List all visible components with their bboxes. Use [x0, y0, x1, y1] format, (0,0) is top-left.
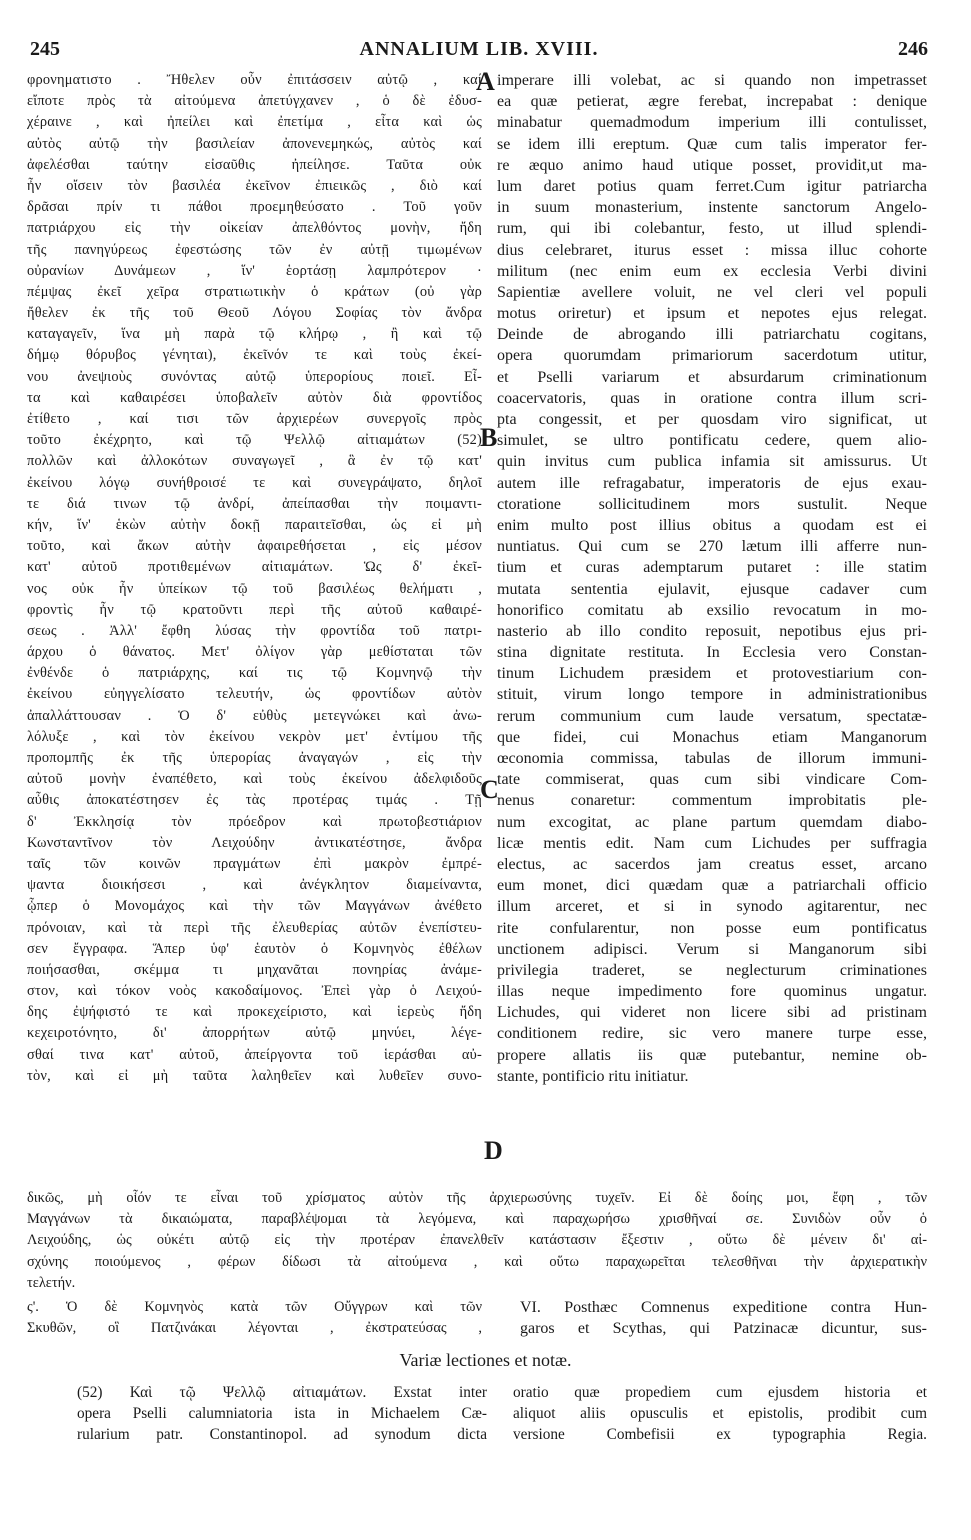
margin-marker-c: C	[480, 775, 499, 804]
section-greek-line: Σκυθῶν, οἳ Πατζινάκαι λέγονται , ἐκστρατεύσας ,	[27, 1320, 482, 1337]
latin-text-line: que fidei, cui Monachus etiam Manganorum	[497, 728, 927, 746]
greek-text-line: Κωνσταντῖνον τὸν Λειχούδην ἀντικατέστησε, ἄνδρα	[27, 834, 482, 851]
latin-text-line: tium et curas ademptarum putaret : ille statim	[497, 559, 927, 577]
latin-text-line: opera quorumdam primariorum sacerdotum utitur,	[497, 347, 927, 365]
footnote-line: oratio quæ propediem cum ejusdem historia et	[513, 1384, 927, 1401]
greek-text-line: ἤθελεν ἐκ τῆς τοῦ Θεοῦ Λόγου Σοφίας τὸν ἄνδρα	[27, 305, 482, 322]
greek-text-line: οὐρανίων Δυνάμεων , ἵν' ἑορτάσῃ λαμπρότερον ·	[27, 262, 482, 279]
greek-text-line: λόλυξε , καὶ τὸν ἐκείνου νεκρὸν μετ' ἐντίμου τῆς	[27, 728, 482, 745]
greek-text-line: χέραινε , καὶ ἠπείλει καὶ ἐπετίμα , εἶτα καὶ ὡς	[27, 114, 482, 131]
greek-text-line: πέμψας ἐκεῖ χεῖρα στρατιωτικὴν ὁ κράτων (οὐ γὰρ	[27, 283, 482, 300]
footnote-line: opera Pselli calumniatoria ista in Michaelem Cæ-	[77, 1405, 487, 1423]
latin-text-line: rite confularentur, non posse eum pontificatus	[497, 919, 927, 937]
latin-text-line: ea quæ petierat, ægre ferebat, increpabat : denique	[497, 93, 927, 111]
greek-text-line: σεως . Ἀλλ' ἔφθη λύσας τὴν φροντίδα τοῦ πατρι-	[27, 622, 482, 639]
latin-text-line: illas neque impedimento fore quominus ungatur.	[497, 983, 927, 1001]
footnotes-left	[77, 1384, 487, 1448]
greek-text-line: καταγαγεῖν, ἵνα μὴ παρὰ τῷ κλήρῳ , ἢ καὶ τῷ	[27, 326, 482, 343]
greek-text-line: πρόνοιαν, καὶ τὰ περὶ τῆς ἐλευθερίας αὐτῶν ἐνεπίστευ-	[27, 919, 482, 936]
greek-text-line: τοῦτο ἐκέχρητο, καὶ τῷ Ψελλῷ αἰτιαμάτων (52)	[27, 432, 482, 449]
footnote-line: (52) Καὶ τῷ Ψελλῷ αἰτιαμάτων. Exstat inter	[77, 1384, 487, 1401]
greek-text-line: σεν ἔγγραφα. Ἅπερ ὑφ' ἑαυτὸν ὁ Κομνηνὸς ἐθέλων	[27, 940, 482, 957]
running-title: ANNALIUM LIB. XVIII.	[359, 38, 599, 60]
latin-text-line: rum, qui ibi colebantur, festo, ut illud splendi-	[497, 220, 927, 238]
greek-text-line: αὐτὸς αὐτῷ τὴν βασιλείαν ἀπονενεμηκώς, αὐτὸς καί	[27, 135, 482, 152]
section-heading-greek	[27, 1297, 482, 1339]
latin-text-line: et Pselli variarum et absurdarum criminationum	[497, 368, 927, 386]
latin-text-line: illum arceret, et si in synodo agitarentur, nec	[497, 898, 927, 916]
latin-text-line: nasterio ab illo condito reposuit, nepotibus ejus pri-	[497, 622, 927, 640]
greek-text-line: δ' Ἐκκλησίᾳ τὸν πρόεδρον καὶ πρωτοβεστιάριον	[27, 813, 482, 830]
latin-text-line: re æquo animo haud utique posset, providit,ut ma-	[497, 156, 927, 174]
footnote-line: versione Combefisii ex typographia Regia.	[513, 1426, 927, 1444]
greek-text-line: ἦν οἴσειν τὸν βασιλέα ἐκεῖνον ἐπιεικῶς , διὸ καί	[27, 177, 482, 194]
latin-text-line: num excogitat, ac plane partum quemdam diabo-	[497, 813, 927, 831]
margin-marker-d: D	[484, 1136, 503, 1165]
footnotes-right	[513, 1384, 927, 1448]
latin-text-line: autem ille refragabatur, imperatoris de ejus exau-	[497, 474, 927, 492]
greek-text-line: ᾧπερ ὁ Μονομάχος καὶ τὴν τῶν Μαγγάνων ἀνέθετο	[27, 898, 482, 915]
latin-text-line: enim multo post illius obitus a quodam est ei	[497, 516, 927, 534]
greek-text-line: κήν, ἵν' ἑκὼν αὐτὴν δοκῇ παραιτεῖσθαι, ὡς εἰ μὴ	[27, 516, 482, 533]
latin-text-line: stante, pontificio ritu initiatur.	[497, 1067, 689, 1085]
full-width-greek-text	[27, 1188, 927, 1294]
greek-text-line: δρᾶσαι πρίν τι πάθοι προεμηθεύσατο . Τοῦ γοῦν	[27, 199, 482, 216]
greek-text-line: δης ἐψήφιστό τε καὶ προκεχείριστο, καὶ ἱερεὺς ἤδη	[27, 1004, 482, 1021]
greek-text-line: ταῖς τῶν κοινῶν πραγμάτων ἐπὶ μακρὸν ἐμπρέ-	[27, 855, 482, 872]
latin-text-line: licæ mentis edit. Nam cum Lichudes per suffragia	[497, 834, 927, 852]
latin-text-line: nenus conaretur: commentum improbitatis ple-	[497, 792, 927, 810]
greek-text-line: σθαί τινα κατ' αὐτοῦ, ἀπείργοντα τοῦ ἱεράσθαι αὐ-	[27, 1046, 482, 1063]
latin-text-line: honorifico comitatu ab exsilio revocatum in mo-	[497, 601, 927, 619]
full-width-text-line: Λειχούδης, ὡς οὐκέτι αὐτῷ εἰς τὴν προτέραν ἐπανελθεῖν κατάστασιν ἔξεστιν , οὕτω δὲ μένειν δι' αἰ-	[27, 1232, 927, 1249]
latin-text-line: Deinde de abrogando illi patriarchatu cogitans,	[497, 326, 927, 344]
latin-text-line: motus oriretur) et ipsum et nepotes ejus relegat.	[497, 305, 927, 323]
full-width-text-line: δικῶς, μὴ οἷόν τε εἶναι τοῦ χρίσματος αὐτὸν τῆς ἀρχιερωσύνης τυχεῖν. Εἰ δὲ δοίης μοι, ἔφη , τῶν	[27, 1190, 927, 1206]
latin-text-line: propere allatis iis quæ putebantur, nemine ob-	[497, 1046, 927, 1064]
full-width-text-line: τελετήν.	[27, 1274, 76, 1291]
greek-text-line: εἴποτε πρὸς τὰ αἰτούμενα ἀπετύγχανεν , ὁ δὲ ἐδυσ-	[27, 93, 482, 110]
latin-text-line: minabatur quemadmodum imperium illi contulisset,	[497, 114, 927, 132]
section-latin-line: garos et Scythas, qui Patzinacæ dicuntur, sus-	[520, 1320, 927, 1338]
greek-text-line: πατριάρχου εἰς τὴν οἰκείαν ἀπελθόντος μονὴν, ἤδη	[27, 220, 482, 237]
latin-text-line: coacervatoris, quas in oratione contra illum scri-	[497, 389, 927, 407]
greek-text-line: δήμῳ θόρυβος γένηται), ἐκεῖνόν τε καὶ τοὺς ἐκεί-	[27, 347, 482, 364]
full-width-text-line: Μαγγάνων τὰ δικαιώματα, παραβλέψομαι τὰ λεγόμενα, καὶ παραχωρήσω χρισθῆναί σε. Συνιδὼν οὖν ὁ	[27, 1211, 927, 1228]
greek-text-line: κατ' αὐτοῦ προτιθεμένων αἰτιαμάτων. Ὡς δ' ἐκεῖ-	[27, 559, 482, 576]
latin-text-line: pta congessit, et per quosdam viro significat, ut	[497, 411, 927, 428]
latin-text-line: tate commiserat, quas cum sibi vindicare Com-	[497, 771, 927, 789]
greek-text-line: αὖθις ἀποκατέστησεν ἐς τὰς προτέρας τιμάς . Τῇ	[27, 792, 482, 809]
variae-lectiones-title: Variæ lectiones et notæ.	[399, 1350, 572, 1370]
footnote-line: aliquot aliis opusculis et epistolis, prodibit cum	[513, 1405, 927, 1423]
latin-text-line: rerum communium cum laude versatum, spectatæ-	[497, 707, 927, 725]
greek-text-line: κεχειροτόνητο, δι' ἀπορρήτων αὐτῷ μηνύει, λέγε-	[27, 1025, 482, 1042]
page-number-right: 246	[898, 38, 928, 60]
latin-text-line: militum (nec enim eum ex ecclesia Verbi divini	[497, 262, 927, 280]
greek-text-line: φροντὶς ἦν τῷ κρατοῦντι περὶ τῆς αὐτοῦ καθαιρέ-	[27, 601, 482, 618]
greek-text-line: ἐνθένδε ὁ πατριάρχης, καί τις τῷ Κομνηνῷ τὴν	[27, 665, 482, 682]
greek-text-line: ἐκείνου λόγῳ συνήθροισέ τε καὶ συνεγράψατο, δηλοῖ	[27, 474, 482, 491]
latin-text-line: ctoratione sollicitudinem mors sustulit. Neque	[497, 495, 927, 513]
latin-text-line: quin invitus cum publica infamia sit amissurus. Ut	[497, 453, 927, 471]
latin-text-line: in suum monasterium, instente sanctorum Angelo-	[497, 199, 927, 217]
greek-text-line: άρχου ὁ θάνατος. Μετ' ὀλίγον γὰρ μεθίσταται τῶν	[27, 644, 482, 661]
latin-text-line: œconomia commissa, tabulas de illorum immuni-	[497, 750, 927, 767]
page-number-left: 245	[30, 38, 60, 60]
latin-text-line: eum monet, dici quædam quæ a patriarchali officio	[497, 877, 927, 895]
footnote-line: rularium patr. Constantinopol. ad synodum dicta	[77, 1426, 487, 1444]
latin-text-line: conditionem redire, sic vero manere turpe esse,	[497, 1025, 927, 1043]
greek-text-line: τε διά τινων τῷ ἀνδρί, ἀπείπασθαι τὴν ποιμαντι-	[27, 495, 482, 512]
greek-text-line: ἀφελέσθαι ταύτην εἰσαῦθις ἠπείλησε. Ταῦτα οὐκ	[27, 156, 482, 173]
greek-text-line: ποιήσασθαι, σκέμμα τι μηχανᾶται πονηρίας ἀνάμε-	[27, 961, 482, 978]
greek-text-line: ψαντα διοικήσεσι , καὶ ἀνέγκλητον διαμείναντα,	[27, 877, 482, 894]
latin-text-column	[497, 70, 927, 1087]
latin-text-line: privilegia traderet, se neglecturum criminationes	[497, 961, 927, 979]
section-heading-latin	[520, 1297, 927, 1339]
full-width-text-line: σχύνης ποιούμενος , φέρων δίδωσι τὰ αἰτούμενα , καὶ οὕτω παραχωρεῖται τελεσθῆναι τὴν ἀρχιερατικὴν	[27, 1253, 927, 1270]
latin-text-line: Lichudes, qui videret non licere sibi ad pristinam	[497, 1004, 927, 1022]
greek-text-line: ἐκείνου εὐηγγελίσατο τελευτήν, ὡς φροντίδων αὐτὸν	[27, 686, 482, 703]
greek-text-line: νου ἀνεψιοὺς συνόντας αὐτῷ ὑπερορίους ποιεῖ. Εἶ-	[27, 368, 482, 385]
margin-marker-a: A	[476, 67, 495, 96]
greek-text-line: αὐτοῦ μονὴν ἐναπέθετο, καὶ τοὺς ἐκείνου ἀδελφιδοῦς	[27, 771, 482, 788]
greek-text-line: ἐτίθετο , καί τισι τῶν ἀρχιερέων συνεργοῖς πρὸς	[27, 411, 482, 427]
section-latin-line: VI. Posthæc Comnenus expeditione contra Hun-	[520, 1299, 927, 1316]
latin-text-line: se idem illi ereptum. Quæ cum talis imperator fer-	[497, 135, 927, 153]
margin-marker-b: B	[480, 423, 498, 452]
greek-text-line: στον, καὶ τόκον νοὸς κακοδαίμονος. Ἐπεὶ γὰρ ὁ Λειχού-	[27, 983, 482, 1000]
latin-text-line: electus, ac sacerdos jam creatus esset, arcano	[497, 855, 927, 873]
latin-text-line: nuntiatus. Qui cum se 270 lætum illi afferre nun-	[497, 538, 927, 556]
greek-text-line: τῆς πανηγύρεως ἐφεστώσης τῶν ἐν αὐτῇ τιμωμένων	[27, 241, 482, 258]
latin-text-line: simulet, se ultro pontificatu cedere, quem alio-	[497, 432, 927, 450]
greek-text-line: τα καὶ καθαιρέσει ὑποβαλεῖν αὐτὸν διὰ φροντίδος	[27, 389, 482, 406]
latin-text-line: unctionem adipisci. Verum si Manganorum sibi	[497, 940, 927, 958]
latin-text-line: lum daret potius quam ferret.Cum igitur patriarcha	[497, 177, 927, 195]
greek-text-column	[27, 70, 482, 1087]
greek-text-line: προπομπῆς ἐκ τῆς ὑπερορίας ἀναγαγών , εἰς τὴν	[27, 750, 482, 766]
greek-text-line: τὸν, καὶ εἰ μὴ ταῦτα λαληθεῖεν καὶ λυθεῖεν συνο-	[27, 1067, 482, 1084]
greek-text-line: τοῦτο, καὶ ἄκων αὐτὴν ἀφαιρεθήσεται , εἰς μέσον	[27, 538, 482, 555]
greek-text-line: πολλῶν καὶ ἀλλοκότων συναγωγεῖ , ἃ ἐν τῷ κατ'	[27, 453, 482, 470]
section-greek-line: ς'. Ὁ δὲ Κομνηνὸς κατὰ τῶν Οὔγγρων καὶ τῶν	[27, 1299, 482, 1315]
latin-text-line: stituit, virum longo tempore in administrationibus	[497, 686, 927, 704]
greek-text-line: νος οὐκ ἦν ὑπείκων τῷ τοῦ βασιλέως θελήματι ,	[27, 580, 482, 597]
greek-text-line: ἀπαλλάττουσαν . Ὁ δ' εὐθὺς μετεγνώκει καὶ ἀνω-	[27, 707, 482, 724]
greek-text-line: φρονηματιστο . Ἤθελεν οὖν ἐπιτάσσειν αὐτῷ , καί	[27, 72, 482, 88]
latin-text-line: Sapientiæ avellere voluit, ne vel cleri vel populi	[497, 283, 927, 301]
latin-text-line: mutata sententia ejulavit, ejusque cadaver cum	[497, 580, 927, 598]
latin-text-line: dius celebraret, iturus esset : missa illuc cohorte	[497, 241, 927, 259]
latin-text-line: stina dignitate restituta. In Ecclesia vero Constan-	[497, 644, 927, 662]
latin-text-line: tinum Lichudem præsidem et protovestiarium con-	[497, 665, 927, 683]
latin-text-line: imperare illi volebat, ac si quando non impetrasset	[497, 72, 927, 89]
